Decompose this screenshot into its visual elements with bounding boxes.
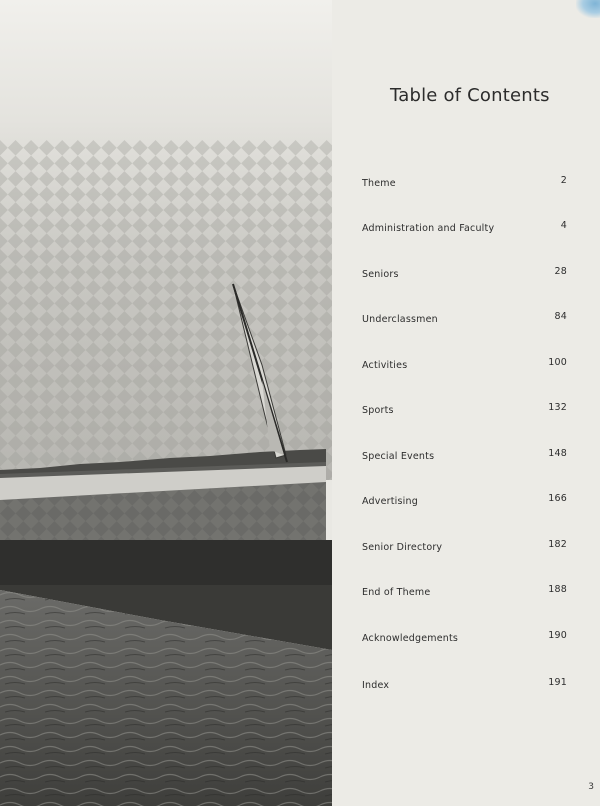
toc-entry-page: 182 — [548, 539, 567, 550]
table-of-contents-panel — [332, 0, 600, 806]
toc-entry-end-of-theme — [362, 584, 567, 603]
toc-entry-page: 191 — [548, 677, 567, 688]
blue-smudge — [576, 0, 600, 18]
toc-entry-label: Seniors — [362, 269, 399, 280]
toc-entry-label: Index — [362, 680, 390, 691]
toc-entry-page: 148 — [548, 448, 567, 459]
toc-entry-advertising — [362, 493, 567, 512]
toc-entry-seniors — [362, 266, 567, 285]
toc-entry-page: 190 — [548, 630, 567, 641]
toc-entry-label: Theme — [362, 178, 396, 189]
toc-entry-label: Sports — [362, 405, 394, 416]
toc-entry-activities — [362, 357, 567, 376]
toc-entry-page: 100 — [548, 357, 567, 368]
toc-entry-label: Underclassmen — [362, 314, 438, 325]
toc-entry-page: 84 — [554, 311, 567, 322]
page-number: 3 — [588, 782, 594, 792]
toc-entry-label: Advertising — [362, 496, 418, 507]
toc-entry-label: End of Theme — [362, 587, 431, 598]
toc-entry-page: 132 — [548, 402, 567, 413]
toc-entry-label: Senior Directory — [362, 542, 443, 553]
page-title: Table of Contents — [390, 85, 550, 106]
toc-entry-page: 166 — [548, 493, 567, 504]
toc-entry-page: 28 — [554, 266, 567, 277]
toc-entry-sports — [362, 402, 567, 421]
toc-entry-label: Special Events — [362, 451, 435, 462]
toc-entry-page: 188 — [548, 584, 567, 595]
toc-entry-acknowledgements — [362, 630, 567, 649]
toc-entry-senior-directory — [362, 539, 567, 558]
toc-entry-label: Administration and Faculty — [362, 223, 495, 234]
toc-entry-special-events — [362, 448, 567, 467]
toc-entry-label: Activities — [362, 360, 408, 371]
toc-entry-label: Acknowledgements — [362, 633, 459, 644]
toc-entry-administration — [362, 220, 567, 239]
toc-entry-page: 4 — [560, 220, 567, 231]
toc-entry-underclassmen — [362, 311, 567, 330]
toc-entry-page: 2 — [560, 175, 567, 186]
toc-entry-theme — [362, 175, 567, 194]
toc-entry-index — [362, 677, 567, 696]
